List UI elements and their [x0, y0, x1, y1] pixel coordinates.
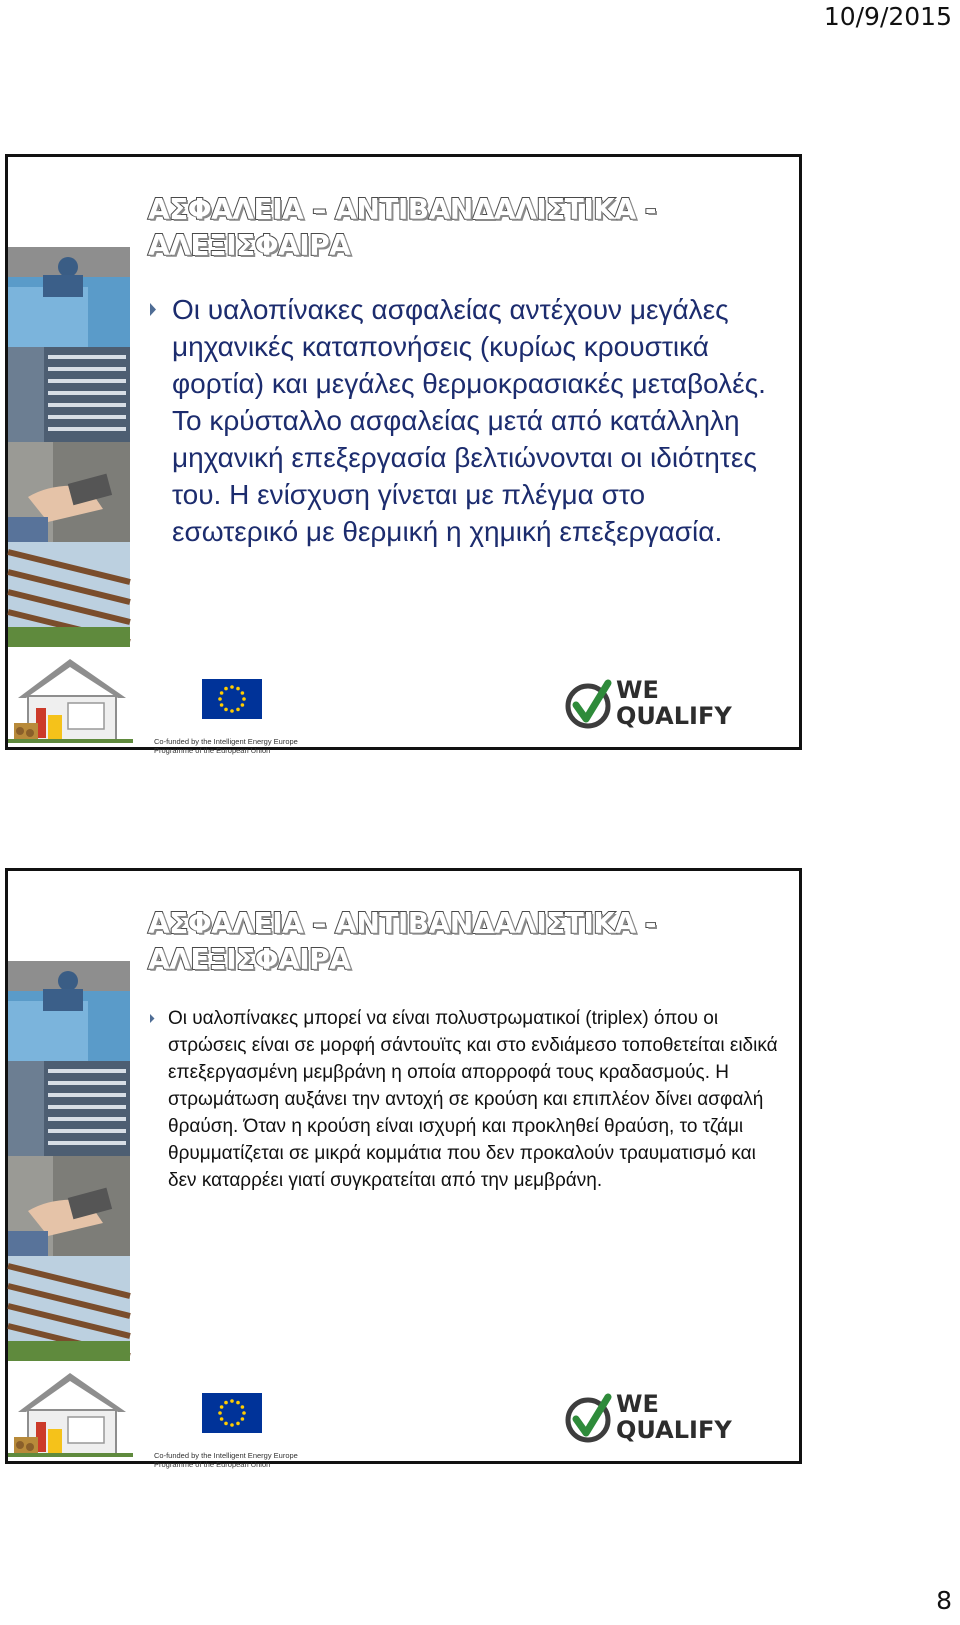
slide-1	[5, 154, 802, 755]
eu-flag-icon	[202, 679, 262, 719]
checkmark-logo-icon	[564, 679, 614, 731]
house-icon	[8, 1367, 133, 1457]
eu-flag-icon	[202, 1393, 262, 1433]
bullet-arrow-icon	[148, 291, 158, 328]
checkmark-logo-icon	[564, 1393, 614, 1445]
logo-line-qualify: QUALIFY	[616, 702, 732, 730]
logo-line-we: WE	[616, 676, 659, 704]
bullet-item	[148, 1005, 788, 1194]
page-number: 8	[936, 1586, 952, 1615]
slide-title: ΑΣΦΑΛΕΙΑ – ΑΝΤΙΒΑΝΔΑΛΙΣΤΙΚΑ - ΑΛΕΞΙΣΦΑΙΡΑ	[148, 193, 657, 262]
logo-line-qualify: QUALIFY	[616, 1416, 732, 1444]
house-icon	[8, 653, 133, 743]
eu-caption: Co-funded by the Intelligent Energy Europe Programme of the European Union	[154, 1451, 298, 1469]
slide-2	[5, 868, 802, 1469]
photo-strip	[8, 247, 130, 647]
bullet-text: Οι υαλοπίνακες μπορεί να είναι πολυστρωματικοί (triplex) όπου οι στρώσεις είναι σε μορφή σάντουϊτς και στο ενδιάμεσο τοποθετείται ειδικά επεξεργασμένη μεμβράνη η οποία απορροφά τους κραδασμούς. Η στρωμάτωση αυξάνει την αντοχή σε κρούση και επιπλέον δίνει ασφαλή θραύση. Όταν η κρούση είναι ισχυρή και προκληθεί θραύση, το τζάμι θρυμματίζεται σε μικρά κομμάτια που δεν προκαλούν τραυματισμό και δεν καταρρέει γιατί συγκρατείται από την μεμβράνη.	[168, 1008, 778, 1191]
bullet-text: Οι υαλοπίνακες ασφαλείας αντέχουν μεγάλες μηχανικές καταπονήσεις (κυρίως κρουστικά φορτία) και μεγάλες θερμοκρασιακές μεταβολές. Το κρύσταλλο ασφαλείας μετά από κατάλληλη μηχανική επεξεργασία βελτιώνονται οι ιδιότητες του. Η ενίσχυση γίνεται με πλέγμα στο εσωτερικό με θερμική η χημική επεξεργασία.	[172, 294, 766, 547]
bullet-arrow-icon	[148, 1005, 156, 1032]
logo-line-we: WE	[616, 1390, 659, 1418]
slide-title: ΑΣΦΑΛΕΙΑ – ΑΝΤΙΒΑΝΔΑΛΙΣΤΙΚΑ - ΑΛΕΞΙΣΦΑΙΡΑ	[148, 907, 657, 976]
bullet-item	[148, 291, 768, 550]
eu-caption: Co-funded by the Intelligent Energy Europe Programme of the European Union	[154, 737, 298, 755]
photo-strip	[8, 961, 130, 1361]
page-date: 10/9/2015	[823, 2, 952, 31]
